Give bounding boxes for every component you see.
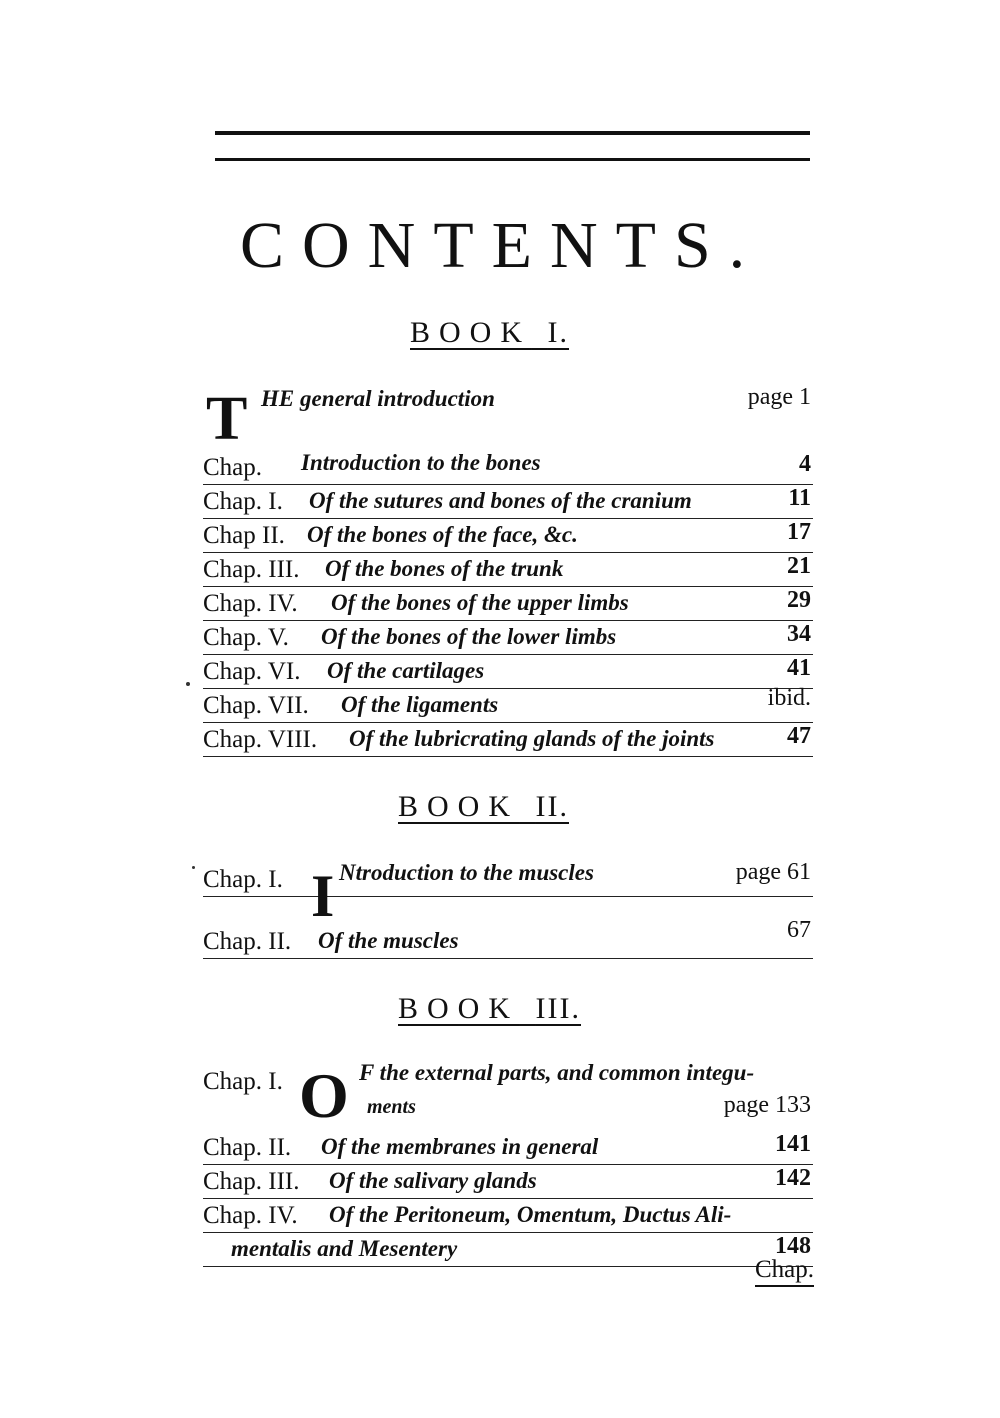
chapter-title: Of the lubricrating glands of the joints <box>349 726 715 751</box>
toc-row <box>203 1198 813 1233</box>
chapter-page: 29 <box>787 587 811 613</box>
chapter-title: Of the bones of the face, &c. <box>307 522 578 547</box>
toc-row <box>203 552 813 587</box>
book-number: I. <box>547 316 570 349</box>
chapter-title: Ntroduction to the muscles <box>339 860 594 885</box>
intro-row <box>203 382 813 453</box>
chapter-page: 17 <box>787 519 811 545</box>
chapter-page: page 61 <box>735 859 811 885</box>
intro-page: page 1 <box>747 384 811 410</box>
toc-row <box>203 722 813 757</box>
print-speck <box>186 682 190 686</box>
chapter-page: 4 <box>799 451 811 477</box>
toc-row <box>203 620 813 655</box>
chapter-title: Introduction to the bones <box>301 450 541 475</box>
chapter-title: Of the bones of the lower limbs <box>321 624 617 649</box>
chapter-label: Chap. II. <box>203 1134 292 1161</box>
chapter-page: 142 <box>775 1165 811 1191</box>
chapter-title: Of the sutures and bones of the cranium <box>309 488 692 513</box>
chapter-page: page 133 <box>723 1092 811 1118</box>
chapter-title: Of the salivary glands <box>329 1168 537 1193</box>
chapter-label: Chap. III. <box>203 556 300 583</box>
book-label: BOOK <box>398 992 520 1025</box>
toc-row <box>203 685 813 723</box>
toc-row-continued <box>203 1232 813 1267</box>
intro-title: HE general introduction <box>261 386 495 411</box>
book-heading-3 <box>398 992 581 1026</box>
chapter-title: Of the ligaments <box>341 692 499 717</box>
chapter-page: 21 <box>787 553 811 579</box>
chapter-label: Chap. I. <box>203 488 283 515</box>
chapter-title: Of the Peritoneum, Omentum, Ductus Ali- <box>329 1202 732 1227</box>
chapter-label: Chap II. <box>203 522 285 549</box>
chapter-page: 141 <box>775 1131 811 1157</box>
chapter-label: Chap. I. <box>203 1068 283 1095</box>
chapter-label: Chap. IV. <box>203 1202 298 1229</box>
dropcap-i: I <box>311 863 335 929</box>
toc-row <box>203 1130 813 1165</box>
chapter-page: 148 <box>775 1233 811 1259</box>
book-number: III. <box>535 992 581 1025</box>
chapter-title: F the external parts, and common integu- <box>359 1060 755 1085</box>
catchword: Chap. <box>755 1256 814 1287</box>
chapter-label: Chap. <box>203 454 263 481</box>
chapter-label: Chap. III. <box>203 1168 300 1195</box>
book-heading-2 <box>398 790 569 824</box>
chapter-label: Chap. VIII. <box>203 726 318 753</box>
chapter-page: 47 <box>787 723 811 749</box>
chapter-page: ibid. <box>767 685 811 711</box>
chapter-title-continued: ments <box>367 1096 416 1118</box>
chapter-page: 67 <box>787 917 811 943</box>
toc-row <box>203 586 813 621</box>
print-speck <box>192 866 195 869</box>
toc-row <box>203 918 813 959</box>
book-number: II. <box>535 790 569 823</box>
chapter-title-continued: mentalis and Mesentery <box>231 1236 458 1261</box>
toc-row <box>203 450 813 485</box>
chapter-page: 11 <box>788 485 811 511</box>
chapter-label: Chap. I. <box>203 866 283 893</box>
chapter-label: Chap. VI. <box>203 658 301 685</box>
top-rule-thin <box>215 158 810 161</box>
book-heading-1 <box>410 316 569 350</box>
chapter-page: 41 <box>787 655 811 681</box>
chapter-label: Chap. II. <box>203 928 292 955</box>
chapter-title: Of the bones of the trunk <box>325 556 564 581</box>
chapter-title: Of the cartilages <box>327 658 485 683</box>
chapter-title: Of the membranes in general <box>321 1134 599 1159</box>
toc-row <box>203 484 813 519</box>
book-label: BOOK <box>398 790 520 823</box>
chapter-title: Of the bones of the upper limbs <box>331 590 629 615</box>
toc-row <box>203 518 813 553</box>
toc-row <box>203 1164 813 1199</box>
page-title: CONTENTS. <box>240 209 764 282</box>
chapter-label: Chap. V. <box>203 624 289 651</box>
chapter-title: Of the muscles <box>318 928 459 953</box>
top-rule-thick <box>215 131 810 135</box>
chapter-label: Chap. IV. <box>203 590 298 617</box>
dropcap-o: O <box>299 1060 349 1131</box>
chapter-page: 34 <box>787 621 811 647</box>
chapter-label: Chap. VII. <box>203 692 309 719</box>
toc-row <box>203 1058 813 1131</box>
toc-row <box>203 654 813 689</box>
dropcap-t: T <box>206 385 248 453</box>
toc-row <box>203 858 813 929</box>
book-label: BOOK <box>410 316 532 349</box>
